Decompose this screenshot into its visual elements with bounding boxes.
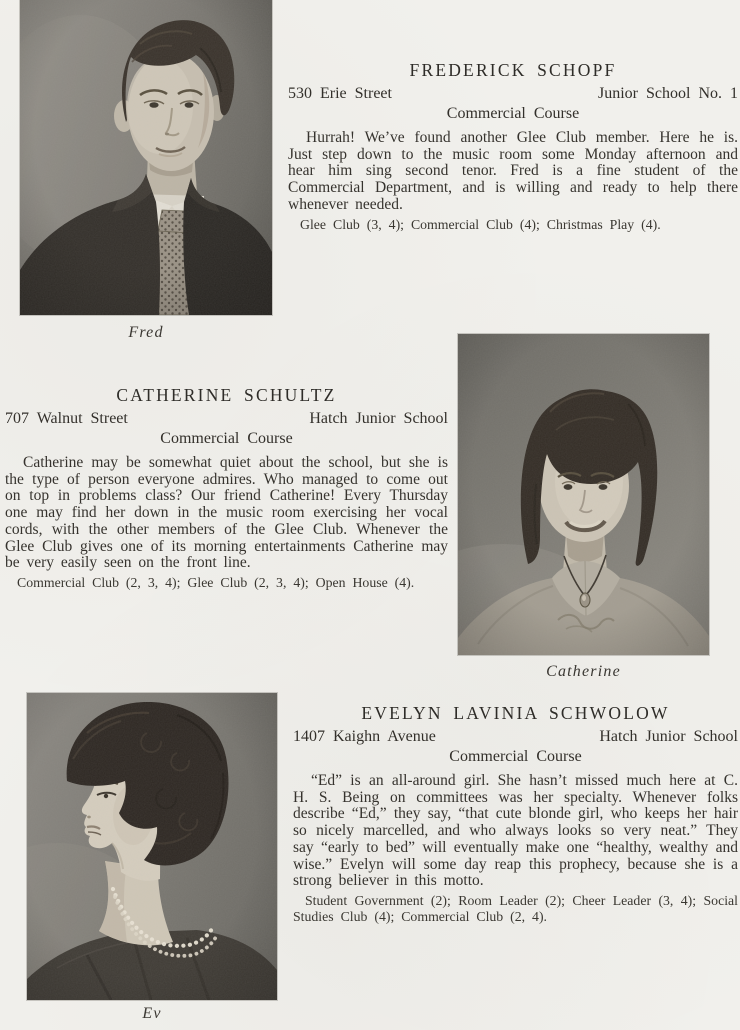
student-description: Hurrah! We’ve found another Glee Club member. Here he is. Just step down to the music room some Monday afternoon and hear him sing second tenor. Fred is a fine student of the Commercial Department, and is willing and ready to help there whenever needed. bbox=[288, 129, 738, 213]
portrait-ev-illustration bbox=[27, 693, 277, 1000]
student-address: 707 Walnut Street bbox=[5, 410, 128, 427]
student-entry-evelyn-schwolow bbox=[293, 703, 738, 924]
address-row bbox=[5, 409, 448, 429]
student-school: Hatch Junior School bbox=[599, 728, 738, 745]
address-row bbox=[293, 727, 738, 747]
course-label: Commercial Course bbox=[449, 748, 582, 765]
photo-caption-ev: Ev bbox=[142, 1005, 162, 1022]
student-name: FREDERICK SCHOPF bbox=[409, 60, 617, 80]
course-label: Commercial Course bbox=[160, 430, 293, 447]
photo-caption-fred: Fred bbox=[128, 324, 164, 341]
student-school: Hatch Junior School bbox=[309, 410, 448, 427]
student-description: “Ed” is an all-around girl. She hasn’t missed much here at C. H. S. Being on committees was her specialty. Whenever folks describe “Ed,” they say, “that cute blonde girl, who keeps her hair so nicely marcelled, and who always looks so very neat.” They say “early to bed” will eventually make one “healthy, wealthy and wise.” Evelyn will some day reap this prophecy, because she is a strong believer in this motto. bbox=[293, 772, 738, 890]
student-activities: Glee Club (3, 4); Commercial Club (4); Christmas Play (4). bbox=[300, 216, 661, 232]
portrait-fred-illustration bbox=[20, 0, 272, 315]
portrait-photo-ev bbox=[27, 693, 277, 1000]
address-row bbox=[288, 84, 738, 104]
student-entry-catherine-schultz bbox=[5, 385, 448, 591]
student-school: Junior School No. 1 bbox=[598, 85, 738, 102]
photo-caption-catherine: Catherine bbox=[546, 663, 621, 680]
portrait-photo-fred bbox=[20, 0, 272, 315]
student-entry-frederick-schopf bbox=[288, 60, 738, 232]
student-address: 530 Erie Street bbox=[288, 85, 392, 102]
student-name: CATHERINE SCHULTZ bbox=[116, 385, 337, 405]
portrait-photo-catherine bbox=[458, 334, 709, 655]
student-description: Catherine may be somewhat quiet about the school, but she is the type of person everyone admires. Who managed to come out on top in problems class? Our friend Catherine! Every Thursday one may find her down in the music room exercising her vocal cords, with the other members of the Glee Club. Whenever the Glee Club gives one of its morning entertainments Catherine may be very easily seen on the front line. bbox=[5, 454, 448, 572]
course-label: Commercial Course bbox=[446, 105, 580, 122]
student-activities: Student Government (2); Room Leader (2); Cheer Leader (3, 4); Social Studies Club (4); Commercial Club (2, 4). bbox=[293, 893, 738, 924]
student-activities: Commercial Club (2, 3, 4); Glee Club (2, 3, 4); Open House (4). bbox=[17, 575, 415, 591]
student-name: EVELYN LAVINIA SCHWOLOW bbox=[361, 703, 670, 723]
student-address: 1407 Kaighn Avenue bbox=[293, 728, 436, 745]
portrait-catherine-illustration bbox=[458, 334, 709, 655]
